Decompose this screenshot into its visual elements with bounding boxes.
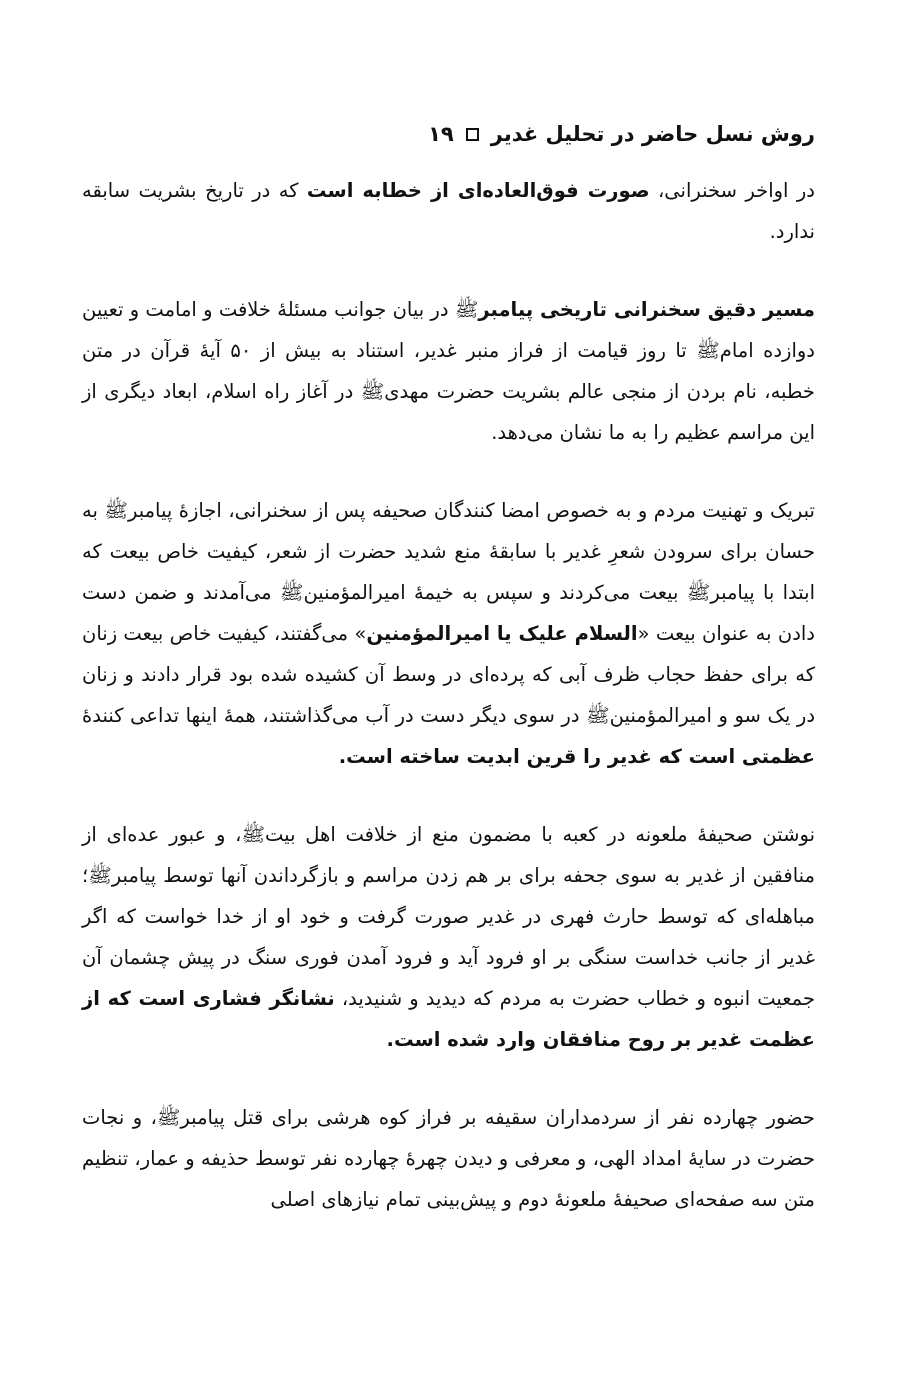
page-body: [82, 170, 815, 1257]
paragraph-4: [82, 814, 815, 1060]
bold-text-run: مسیر دقیق سخنرانی تاریخی پیامبر: [478, 298, 816, 321]
text-run: ﷺ بیعت می‌کردند و سپس به خیمهٔ امیرالمؤمنین: [303, 581, 711, 604]
paragraph-5: [82, 1097, 815, 1220]
paragraph-2: [82, 289, 815, 453]
text-run: ﷺ در آغاز راه اسلام، ابعاد دیگری از این مراسم عظیم را به ما نشان می‌دهد.: [82, 380, 815, 444]
bold-text-run: السلام علیک یا امیرالمؤمنین: [366, 622, 638, 645]
text-run: نوشتن صحیفهٔ ملعونه در کعبه با مضمون منع از خلافت اهل بیت: [265, 823, 815, 846]
text-run: » می‌گفتند، کیفیت خاص بیعت زنان که برای حفظ حجاب ظرف آبی که پرده‌ای در وسط آن کشیده شده بود قرار دادند و زنان در یک سو و امیرالمؤمنین: [82, 622, 815, 727]
text-run: ﷺ، و نجات حضرت در سایهٔ امداد الهی، و معرفی و دیدن چهرهٔ چهارده نفر توسط حذیفه و عمار، تنظیم متن سه صفحه‌ای صحیفهٔ ملعونهٔ دوم و پیش‌بینی تمام نیازهای اصلی: [82, 1106, 815, 1211]
text-run: ﷺ در بیان جوانب مسئلهٔ خلافت و امامت و تعیین دوازده امام: [82, 298, 815, 362]
text-run: ﷺ؛ مباهله‌ای که توسط حارث فهری در غدیر صورت گرفت و خود او از خدا خواست که اگر غدیر از جانب خداست سنگی بر او فرود آید و فرود آمدن فوری سنگ در پیش چشمان آن جمعیت انبوه و خطاب حضرت به مردم که دیدید و شنیدید،: [82, 864, 815, 1010]
paragraph-3: [82, 490, 815, 777]
text-run: ﷺ، و عبور عده‌ای از منافقین از غدیر به سوی جحفه برای بر هم زدن مراسم و بازگرداندن آنها توسط پیامبر: [82, 823, 815, 887]
text-run: ﷺ به حسان برای سرودن شعرِ غدیر با سابقهٔ منع شدید حضرت از شعر، کیفیت خاص بیعت که ابتدا با پیامبر: [82, 499, 816, 604]
text-run: تبریک و تهنیت مردم و به خصوص امضا کنندگان صحیفه پس از سخنرانی، اجازهٔ پیامبر: [127, 499, 815, 522]
paragraph-1: [82, 170, 815, 252]
square-separator-icon: [466, 128, 479, 141]
bold-text-run: نشانگر فشاری است که از عظمت غدیر بر روح منافقان وارد شده است.: [82, 987, 815, 1051]
text-run: ﷺ می‌آمدند و ضمن دست دادن به عنوان بیعت «: [82, 581, 815, 645]
bold-text-run: صورت فوق‌العاده‌ای از خطابه است: [306, 179, 650, 202]
text-run: ﷺ در سوی دیگر دست در آب می‌گذاشتند، همهٔ اینها تداعی کنندهٔ: [82, 704, 610, 727]
page-number: ۱۹: [428, 122, 454, 146]
bold-text-run: عظمتی است که غدیر را قرین ابدیت ساخته است.: [338, 745, 815, 768]
running-header: [82, 112, 815, 156]
text-run: که در تاریخ بشریت سابقه ندارد.: [82, 179, 815, 243]
text-run: در اواخر سخنرانی،: [649, 179, 815, 202]
text-run: ﷺ تا روز قیامت از فراز منبر غدیر، استناد به بیش از ۵۰ آیهٔ قرآن در متن خطبه، نام بردن از منجی عالم بشریت حضرت مهدی: [82, 339, 815, 403]
chapter-title: روش نسل حاضر در تحلیل غدیر: [490, 122, 815, 146]
text-run: حضور چهارده نفر از سردمداران سقیفه بر فراز کوه هرشی برای قتل پیامبر: [180, 1106, 815, 1129]
